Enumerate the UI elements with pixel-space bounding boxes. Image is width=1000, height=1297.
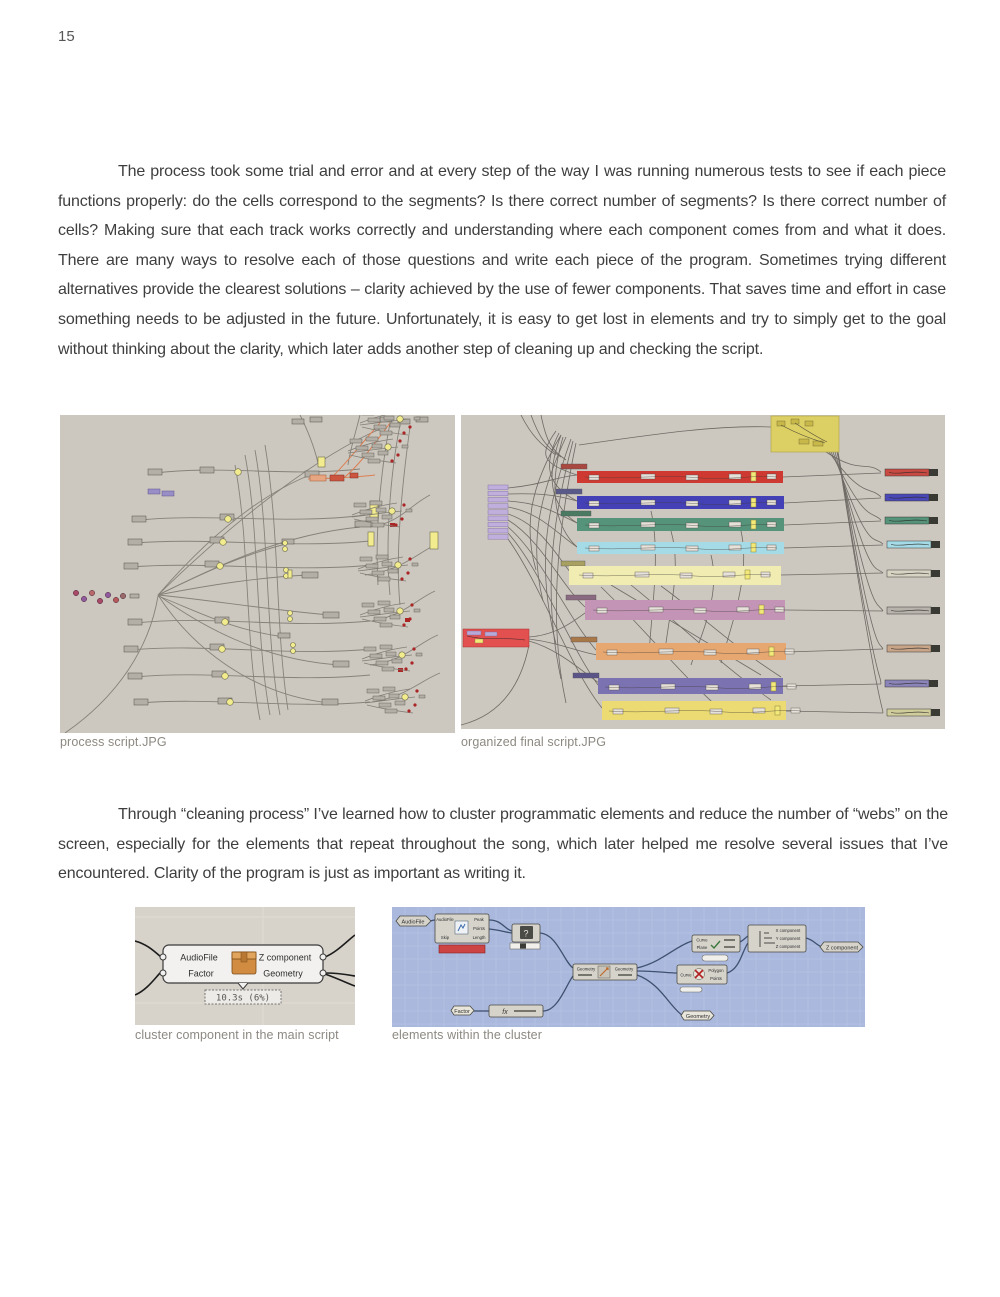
decompose-point-component bbox=[748, 925, 806, 952]
figure-caption-cluster: cluster component in the main script bbox=[135, 1028, 339, 1042]
audio-analyze-component bbox=[435, 914, 489, 953]
error-banner bbox=[439, 945, 485, 953]
svg-text:Geometry: Geometry bbox=[576, 966, 596, 972]
purple-label-stack bbox=[488, 485, 508, 539]
figure-caption-process: process script.JPG bbox=[60, 735, 167, 749]
yellow-group bbox=[771, 416, 839, 452]
cluster-input-audiofile: AudioFile bbox=[180, 952, 218, 963]
geometry-move-component bbox=[573, 964, 637, 980]
svg-text:AudioFile: AudioFile bbox=[401, 919, 425, 926]
red-group bbox=[463, 629, 529, 647]
svg-text:Points: Points bbox=[473, 926, 485, 931]
figure-caption-organized: organized final script.JPG bbox=[461, 735, 607, 749]
svg-text:Geometry: Geometry bbox=[614, 966, 634, 972]
package-icon bbox=[232, 952, 256, 974]
svg-text:Skip: Skip bbox=[440, 935, 450, 940]
svg-text:Geometry: Geometry bbox=[685, 1014, 711, 1020]
svg-text:Length: Length bbox=[472, 935, 486, 940]
svg-text:Z component: Z component bbox=[825, 945, 859, 952]
paragraph-cleaning: Through “cleaning process” I’ve learned how to cluster programmatic elements and reduce the number of “webs” on the screen, especially for the elements that repeat throughout the song, which later helped me resolve several issues that I’ve encountered. Clarity of the program is just as important as writing it. bbox=[58, 806, 948, 883]
organized-script-canvas bbox=[461, 415, 945, 729]
svg-text:Plane: Plane bbox=[696, 945, 708, 950]
cluster-output-zcomponent: Z component bbox=[258, 952, 312, 963]
svg-text:Polygon: Polygon bbox=[708, 968, 724, 973]
svg-text:?: ? bbox=[523, 928, 529, 939]
cluster-component-canvas bbox=[135, 907, 355, 1025]
organized-script-figure bbox=[461, 415, 945, 729]
tooltip-text: 10.3s (6%) bbox=[215, 993, 271, 1004]
expression-component bbox=[489, 1005, 543, 1017]
paragraph-process: The process took some trial and error and at every step of the way I was running numerous tests to see if each piece functions properly: do the cells correspond to the segments? Is there correct number of segments? Is there correct number of cells? Making sure that each track works correctly and understanding where each component comes from and what it does. There are many ways to resolve each of those questions and write each piece of the program. Sometimes trying different alternatives provide the clearest solutions – clarity achieved by the use of fewer components. That saves time and effort in case something needs to be adjusted in the future. Unfortunately, it is easy to get lost in elements and try to simply get to the goal without thinking about the clarity, which later adds another step of cleaning up and checking the script. bbox=[58, 163, 946, 358]
svg-text:AudioFile: AudioFile bbox=[436, 917, 454, 922]
cluster-elements-figure bbox=[392, 907, 865, 1027]
function-component bbox=[510, 924, 540, 949]
svg-text:Peak: Peak bbox=[474, 917, 484, 922]
process-script-figure bbox=[60, 415, 455, 733]
cluster-elements-canvas bbox=[392, 907, 865, 1027]
figure-caption-elements: elements within the cluster bbox=[392, 1028, 542, 1042]
factor-capsule bbox=[451, 1006, 474, 1015]
geometry-capsule bbox=[681, 1011, 714, 1020]
svg-text:Factor: Factor bbox=[454, 1009, 470, 1015]
svg-text:fx: fx bbox=[502, 1009, 508, 1016]
svg-text:Z component: Z component bbox=[775, 944, 801, 949]
cluster-output-geometry: Geometry bbox=[263, 968, 303, 979]
audiofile-capsule bbox=[396, 916, 431, 926]
profiler-tooltip bbox=[205, 990, 281, 1004]
svg-text:Points: Points bbox=[710, 976, 722, 981]
cluster-component-figure bbox=[135, 907, 355, 1025]
svg-text:Y component: Y component bbox=[775, 936, 801, 941]
svg-text:X component: X component bbox=[775, 928, 801, 933]
page-number: 15 bbox=[58, 28, 75, 45]
svg-text:Curve: Curve bbox=[696, 937, 708, 943]
process-script-canvas bbox=[60, 415, 455, 733]
cluster-node bbox=[160, 945, 326, 989]
zcomponent-capsule bbox=[820, 942, 863, 952]
cluster-input-factor: Factor bbox=[188, 968, 214, 979]
svg-text:Curve: Curve bbox=[680, 972, 692, 978]
